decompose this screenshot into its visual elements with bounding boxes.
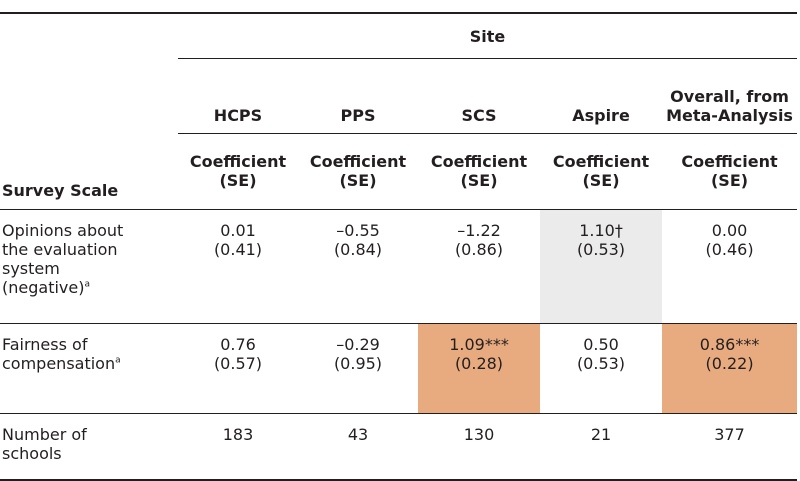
- table-cell: [418, 209, 540, 323]
- row-label-line: Opinions about: [2, 220, 124, 240]
- survey-scale-header: Survey Scale: [2, 180, 119, 200]
- table-corner: [0, 13, 178, 59]
- site-name-aspire: [540, 59, 662, 134]
- site-name-overall: [662, 59, 797, 134]
- se-header-label: (SE): [710, 171, 749, 191]
- coefficient-value: –0.55: [336, 220, 380, 240]
- site-name-scs: [418, 59, 540, 134]
- table-cell: [178, 323, 298, 413]
- se-header-label: (SE): [582, 171, 620, 191]
- table-cell-highlight-orange: [418, 323, 540, 413]
- coefficient-value: 0.50: [583, 334, 619, 354]
- se-value: (0.84): [333, 239, 383, 259]
- site-header: Site: [178, 13, 797, 59]
- coef-header-label: Coefficient: [681, 152, 778, 172]
- se-header-label: (SE): [339, 171, 377, 191]
- site-name-pps: [298, 59, 418, 134]
- table-cell: [540, 323, 662, 413]
- row-label-line: the evaluation: [2, 239, 118, 259]
- count-value: 130: [463, 424, 495, 444]
- coefficient-value: 0.00: [711, 220, 748, 240]
- coefficient-value: –1.22: [457, 220, 501, 240]
- table-cell: [418, 413, 540, 480]
- table-cell: [662, 209, 797, 323]
- table-cell: [298, 323, 418, 413]
- coef-header: [540, 134, 662, 210]
- coefficient-value: 1.10†: [579, 220, 623, 240]
- count-value: 43: [347, 424, 369, 444]
- coef-header: [298, 134, 418, 210]
- table-cell: [662, 413, 797, 480]
- table-cell: [540, 413, 662, 480]
- coef-header: [662, 134, 797, 210]
- row-label-line: Number of: [2, 424, 87, 444]
- site-name-hcps: [178, 59, 298, 134]
- row-label-line: system: [2, 258, 60, 278]
- row-label-line: Fairness of: [2, 334, 88, 354]
- row-label-number-of-schools: [0, 413, 178, 480]
- se-value: (0.53): [576, 239, 626, 259]
- table-cell-highlight-orange: [662, 323, 797, 413]
- se-value: (0.57): [213, 353, 263, 373]
- coef-header-label: Coefficient: [430, 152, 528, 172]
- coef-header-label: Coefficient: [552, 152, 650, 172]
- coefficient-value: 0.86***: [699, 334, 760, 354]
- se-value: (0.28): [454, 353, 504, 373]
- table-cell-highlight-gray: [540, 209, 662, 323]
- footnote-marker: a: [84, 279, 90, 290]
- footnote-marker: a: [115, 355, 121, 366]
- row-label-line: schools: [2, 443, 62, 463]
- se-value: (0.53): [576, 353, 626, 373]
- table-cell: [298, 413, 418, 480]
- count-value: 377: [714, 424, 745, 444]
- coef-header-label: Coefficient: [309, 152, 407, 172]
- row-label-opinions: [0, 209, 178, 323]
- se-header-label: (SE): [460, 171, 498, 191]
- se-header-label: (SE): [219, 171, 257, 191]
- site-name-line: PPS: [340, 106, 376, 125]
- se-value: (0.86): [454, 239, 504, 259]
- coef-header: [418, 134, 540, 210]
- coefficient-value: 0.01: [220, 220, 256, 240]
- se-value: (0.95): [333, 353, 383, 373]
- table-cell: [178, 209, 298, 323]
- site-name-line: HCPS: [213, 106, 263, 125]
- row-label-fairness: [0, 323, 178, 413]
- se-value: (0.22): [705, 353, 754, 373]
- se-value: (0.41): [213, 239, 263, 259]
- row-label-line: compensation: [2, 353, 116, 373]
- table-cell: [178, 413, 298, 480]
- table-cell: [298, 209, 418, 323]
- site-name-line: Overall, from: [670, 87, 789, 106]
- se-value: (0.46): [705, 239, 754, 259]
- coef-header-label: Coefficient: [189, 152, 287, 172]
- row-label-line: (negative): [2, 277, 85, 297]
- table-corner-spacer: [0, 59, 178, 134]
- coefficients-table: [0, 12, 797, 481]
- coef-header: [178, 134, 298, 210]
- count-value: 21: [590, 424, 612, 444]
- site-name-line: Aspire: [572, 106, 630, 125]
- coefficient-value: 0.76: [220, 334, 256, 354]
- site-name-line: Meta-Analysis: [666, 106, 793, 125]
- coefficient-value: 1.09***: [449, 334, 509, 354]
- site-name-line: SCS: [461, 106, 497, 125]
- coefficient-value: –0.29: [336, 334, 380, 354]
- count-value: 183: [222, 424, 254, 444]
